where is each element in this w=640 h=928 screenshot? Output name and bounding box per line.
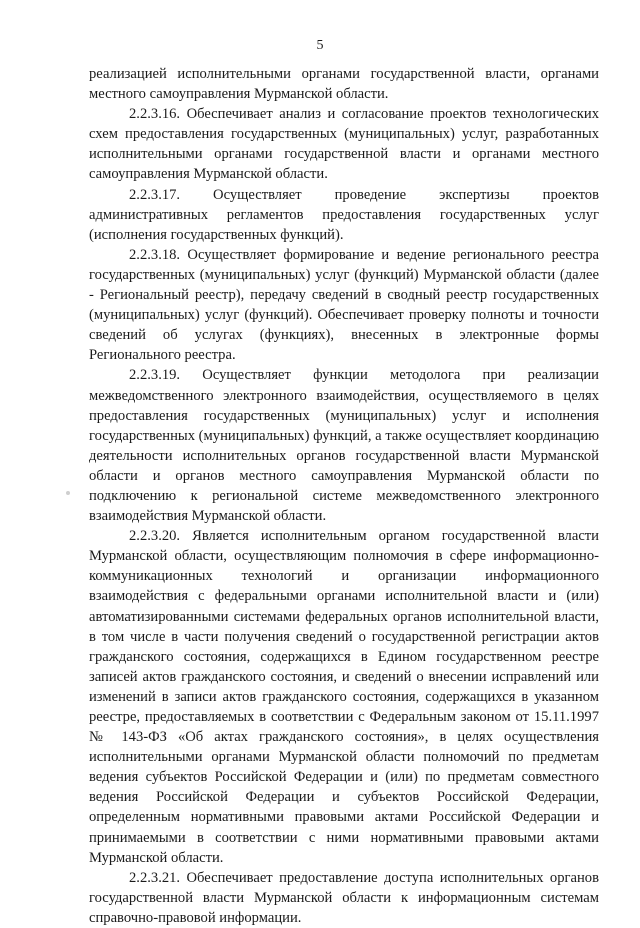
- paragraph-2-2-3-17: 2.2.3.17. Осуществляет проведение экспертизы проектов административных регламентов предоставления государственных услуг (исполнения государственных функций).: [89, 186, 599, 243]
- paragraph-2-2-3-16: 2.2.3.16. Обеспечивает анализ и согласование проектов технологических схем предоставления государственных (муниципальных) услуг, разработанных исполнительными органами государственной власти и органами местного самоуправления Мурманской области.: [89, 106, 599, 183]
- document-body: [89, 64, 599, 928]
- margin-mark: [66, 491, 70, 495]
- paragraph-2-2-3-19: 2.2.3.19. Осуществляет функции методолога при реализации межведомственного электронного взаимодействия, осуществляемого в целях предоставления государственных (муниципальных) услуг и исполнения государственных (муниципальных) функций, а также осуществляет координацию деятельности исполнительных органов государственной власти Мурманской области и органов местного самоуправления Мурманской области по подключению к региональной системе межведомственного электронного взаимодействия Мурманской области.: [89, 367, 599, 525]
- paragraph-2-2-3-18: 2.2.3.18. Осуществляет формирование и ведение регионального реестра государственных (муниципальных) услуг (функций) Мурманской области (далее - Региональный реестр), передачу сведений в сводный реестр государственных (муниципальных) услуг (функций). Обеспечивает проверку полноты и точности сведений об услугах (функциях), внесенных в электронные формы Регионального реестра.: [89, 246, 599, 364]
- paragraph-2-2-3-20: 2.2.3.20. Является исполнительным органом государственной власти Мурманской области, осуществляющим полномочия в сфере информационно-коммуникационных технологий и организации информационного взаимодействия с федеральными органами исполнительной власти и (или) автоматизированными системами федеральных органов исполнительной власти, в том числе в части получения сведений о государственной регистрации актов гражданского состояния, содержащихся в Едином государственном реестре записей актов гражданского состояния, и сведений о внесении исправлений или изменений в записи актов гражданского состояния, содержащихся в указанном реестре, предоставляемых в соответствии с Федеральным законом от 15.11.1997 № 143-ФЗ «Об актах гражданского состояния», в целях осуществления исполнительными органами Мурманской области полномочий по предметам ведения субъектов Российской Федерации и (или) по предметам совместного ведения Российской Федерации и субъектов Российской Федерации, определенным нормативными правовыми актами Российской Федерации и принимаемыми в соответствии с ними нормативными правовыми актами Мурманской области.: [89, 528, 599, 866]
- paragraph-continued: реализацией исполнительными органами государственной власти, органами местного самоуправления Мурманской области.: [89, 66, 599, 103]
- page-number: 5: [316, 38, 324, 53]
- paragraph-2-2-3-21: 2.2.3.21. Обеспечивает предоставление доступа исполнительных органов государственной власти Мурманской области к информационным системам справочно-правовой информации.: [89, 869, 599, 926]
